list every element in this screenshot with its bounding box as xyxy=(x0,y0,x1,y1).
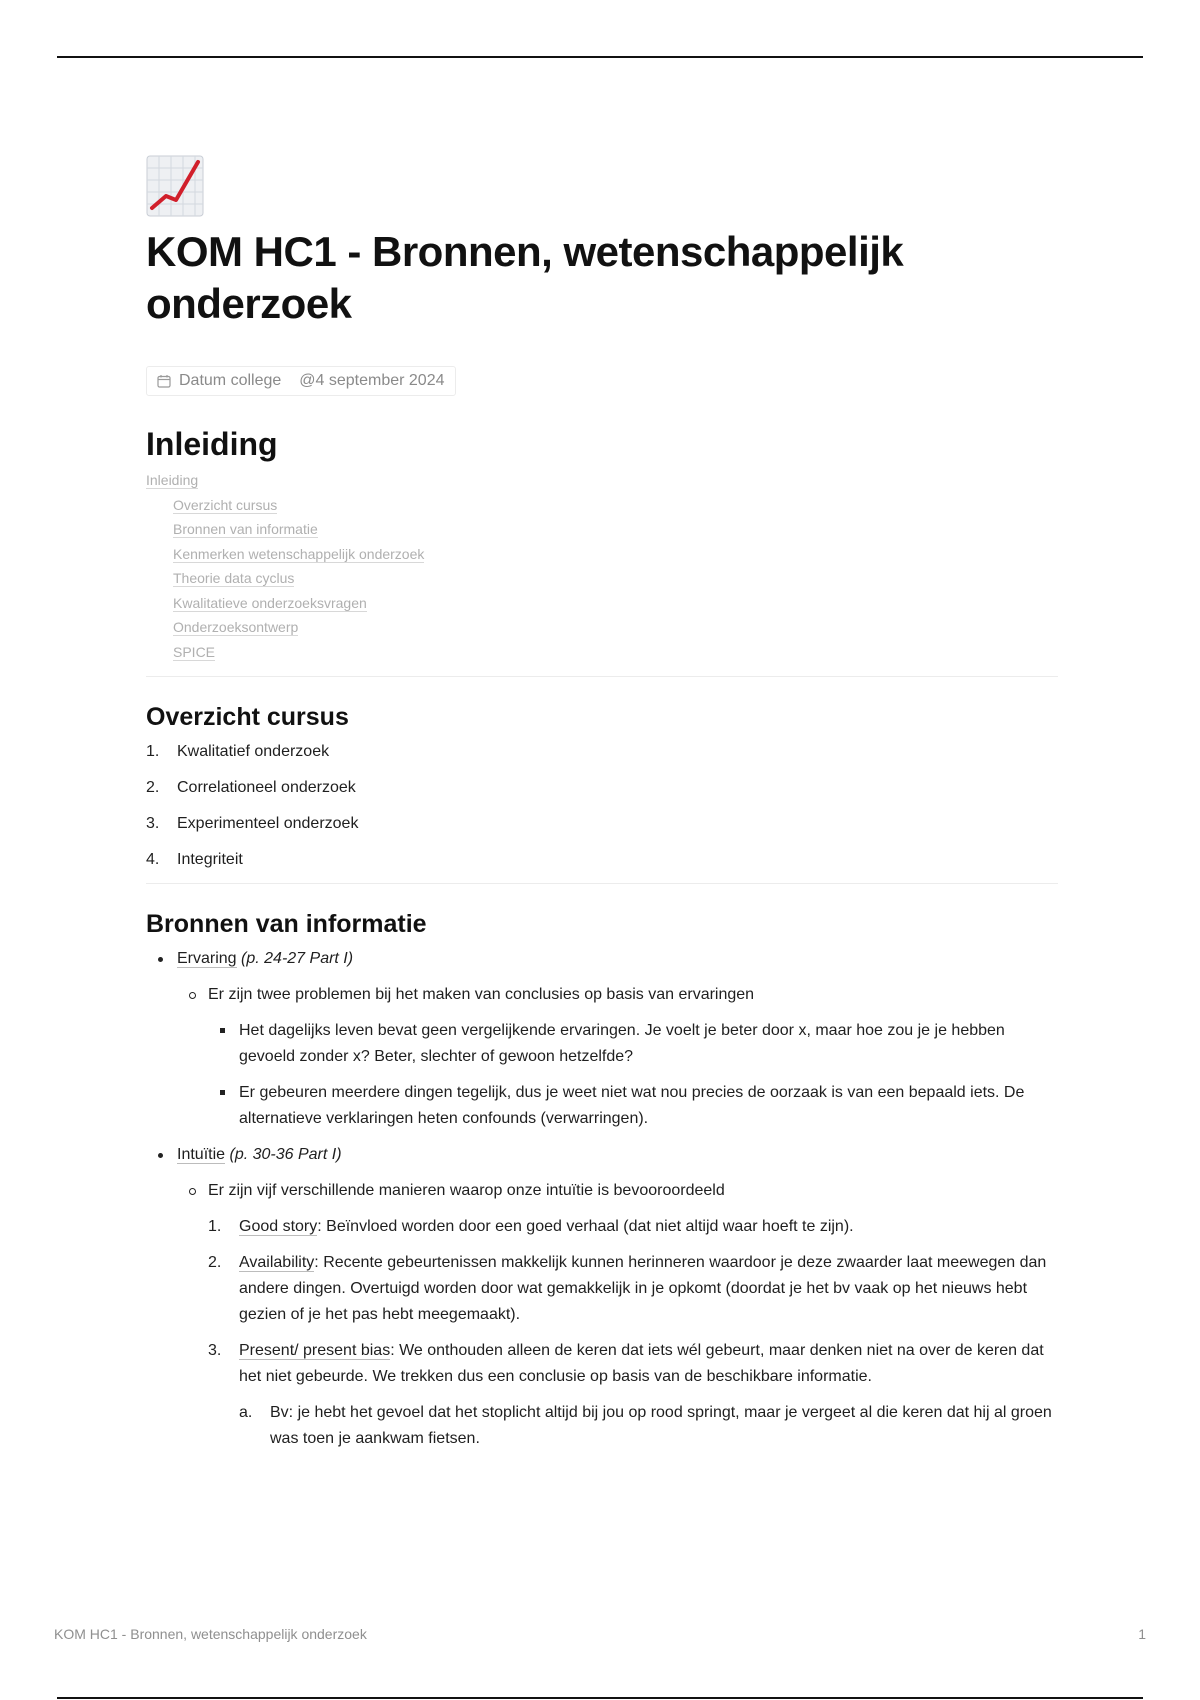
list-item: Er zijn twee problemen bij het maken van conclusies op basis van ervaringen Het dagelijks leven bevat geen vergelijkende ervaringen. Je voelt je beter door x, maar hoe zou je je hebben gevoeld zonder x? Beter, slechter of gewoon hetzelfde? Er gebeuren meerdere dingen tegelijk, dus je weet niet wat nou precies de oorzaak is van een bepaald iets. De alternatieve verklaringen heten confounds (verwarringen). xyxy=(177,982,1058,1132)
heading-inleiding: Inleiding xyxy=(146,426,278,462)
bullet-icon xyxy=(158,1153,163,1158)
bullet-icon xyxy=(220,1028,225,1033)
toc-item-kwalitatieve-onderzoeksvragen[interactable]: Kwalitatieve onderzoeksvragen xyxy=(173,594,367,611)
page-footer xyxy=(54,1626,1146,1642)
bullet-icon xyxy=(189,1188,196,1195)
calendar-icon xyxy=(157,374,171,388)
bullet-icon xyxy=(158,957,163,962)
list-item: 4. Integriteit xyxy=(146,851,243,868)
toc-item-overzicht-cursus[interactable]: Overzicht cursus xyxy=(173,496,278,513)
list-item-ervaring: Ervaring (p. 24-27 Part I) Er zijn twee problemen bij het maken van conclusies op basis van ervaringen Het dagelijks leven bevat geen vergelijkende ervaringen. Je voelt je beter door x, maar hoe zou je je hebben gevoeld zonder x? Beter, slechter of gewoon hetzelfde? Er gebeuren meerdere dingen tegelijk, dus je weet niet wat nou precies de oorzaak is van een bepaald iets. De alternatieve verklaringen heten confounds (verwarringen). xyxy=(146,946,1058,1132)
property-label-group xyxy=(157,372,281,390)
property-value[interactable]: @4 september 2024 xyxy=(299,372,445,389)
toc-item-theorie-data-cyclus[interactable]: Theorie data cyclus xyxy=(173,570,295,586)
top-rule xyxy=(57,56,1143,58)
list-item: 2. Correlationeel onderzoek xyxy=(146,779,356,796)
divider xyxy=(146,883,1058,884)
property-label: Datum college xyxy=(179,372,282,389)
toc-item-spice[interactable]: SPICE xyxy=(173,643,216,660)
bullet-icon xyxy=(189,992,196,999)
chart-increasing-icon xyxy=(146,152,204,218)
table-of-contents xyxy=(146,468,1058,664)
list-item: 1. Good story: Beïnvloed worden door een goed verhaal (dat niet altijd waar hoeft te zijn). xyxy=(208,1218,854,1235)
heading-overzicht-cursus: Overzicht cursus xyxy=(146,703,349,731)
overzicht-list xyxy=(146,739,1058,873)
toc-item-onderzoeksontwerp[interactable]: Onderzoeksontwerp xyxy=(173,619,299,635)
bullet-icon xyxy=(220,1090,225,1095)
list-item: Er gebeuren meerdere dingen tegelijk, dus je weet niet wat nou precies de oorzaak is van een bepaald iets. De alternatieve verklaringen heten confounds (verwarringen). xyxy=(208,1080,1058,1132)
toc-item-inleiding[interactable]: Inleiding xyxy=(146,472,199,488)
toc-item-kenmerken[interactable]: Kenmerken wetenschappelijk onderzoek xyxy=(173,545,425,562)
list-item: 3. Experimenteel onderzoek xyxy=(146,815,359,832)
list-item: a. Bv: je hebt het gevoel dat het stoplicht altijd bij jou op rood springt, maar je vergeet al die keren dat hij al groen was toen je aankwam fietsen. xyxy=(239,1404,1052,1447)
page-content xyxy=(146,152,1058,1452)
heading-bronnen-van-informatie: Bronnen van informatie xyxy=(146,910,427,938)
list-item-intuitie: Intuïtie (p. 30-36 Part I) Er zijn vijf verschillende manieren waarop onze intuïtie is bevooroordeeld 1. Good story: Beïnvloed worden door een goed verhaal (dat niet altijd waar hoeft te zijn). 2. Availability: Recente gebeurtenissen makkelijk kunnen herinneren waardoor je deze zwaarder laat meewegen dan andere dingen. Overtuigd worden door wat gemakkelijk in je opkomt (doordat je het bv vaak op het nieuws hebt gezien of je het pas hebt meegemaakt). 3. Present/ present bias: We onthouden alleen de keren dat iets wél gebeurt, maar denken niet na over de keren dat het niet gebeurde. We trekken dus een conclusie op basis van de beschikbare informatie. a. Bv: je hebt het gevoel dat het stoplicht altijd bij jou op rood springt, maar je vergeet al die keren dat hij al groen was toen je aankwam fietsen. xyxy=(146,1142,1058,1452)
list-item: Er zijn vijf verschillende manieren waarop onze intuïtie is bevooroordeeld 1. Good story: Beïnvloed worden door een goed verhaal (dat niet altijd waar hoeft te zijn). 2. Availability: Recente gebeurtenissen makkelijk kunnen herinneren waardoor je deze zwaarder laat meewegen dan andere dingen. Overtuigd worden door wat gemakkelijk in je opkomt (doordat je het bv vaak op het nieuws hebt gezien of je het pas hebt meegemaakt). 3. Present/ present bias: We onthouden alleen de keren dat iets wél gebeurt, maar denken niet na over de keren dat het niet gebeurde. We trekken dus een conclusie op basis van de beschikbare informatie. a. Bv: je hebt het gevoel dat het stoplicht altijd bij jou op rood springt, maar je vergeet al die keren dat hij al groen was toen je aankwam fietsen. xyxy=(177,1178,1058,1452)
toc-item-bronnen-van-informatie[interactable]: Bronnen van informatie xyxy=(173,521,318,537)
list-item: 3. Present/ present bias: We onthouden alleen de keren dat iets wél gebeurt, maar denken niet na over de keren dat het niet gebeurde. We trekken dus een conclusie op basis van de beschikbare informatie. a. Bv: je hebt het gevoel dat het stoplicht altijd bij jou op rood springt, maar je vergeet al die keren dat hij al groen was toen je aankwam fietsen. xyxy=(208,1338,1058,1452)
list-item: Het dagelijks leven bevat geen vergelijkende ervaringen. Je voelt je beter door x, maar hoe zou je je hebben gevoeld zonder x? Beter, slechter of gewoon hetzelfde? xyxy=(208,1018,1058,1070)
bronnen-list xyxy=(146,946,1058,1452)
divider xyxy=(146,676,1058,677)
date-property[interactable] xyxy=(146,366,456,396)
footer-title: KOM HC1 - Bronnen, wetenschappelijk onderzoek xyxy=(54,1626,367,1642)
footer-page-number: 1 xyxy=(1138,1626,1146,1642)
list-item: 2. Availability: Recente gebeurtenissen makkelijk kunnen herinneren waardoor je deze zwaarder laat meewegen dan andere dingen. Overtuigd worden door wat gemakkelijk in je opkomt (doordat je het bv vaak op het nieuws hebt gezien of je het pas hebt meegemaakt). xyxy=(208,1254,1047,1323)
bottom-rule xyxy=(57,1697,1143,1699)
page-title: KOM HC1 - Bronnen, wetenschappelijk onderzoek xyxy=(146,228,904,327)
list-item: 1. Kwalitatief onderzoek xyxy=(146,743,330,760)
